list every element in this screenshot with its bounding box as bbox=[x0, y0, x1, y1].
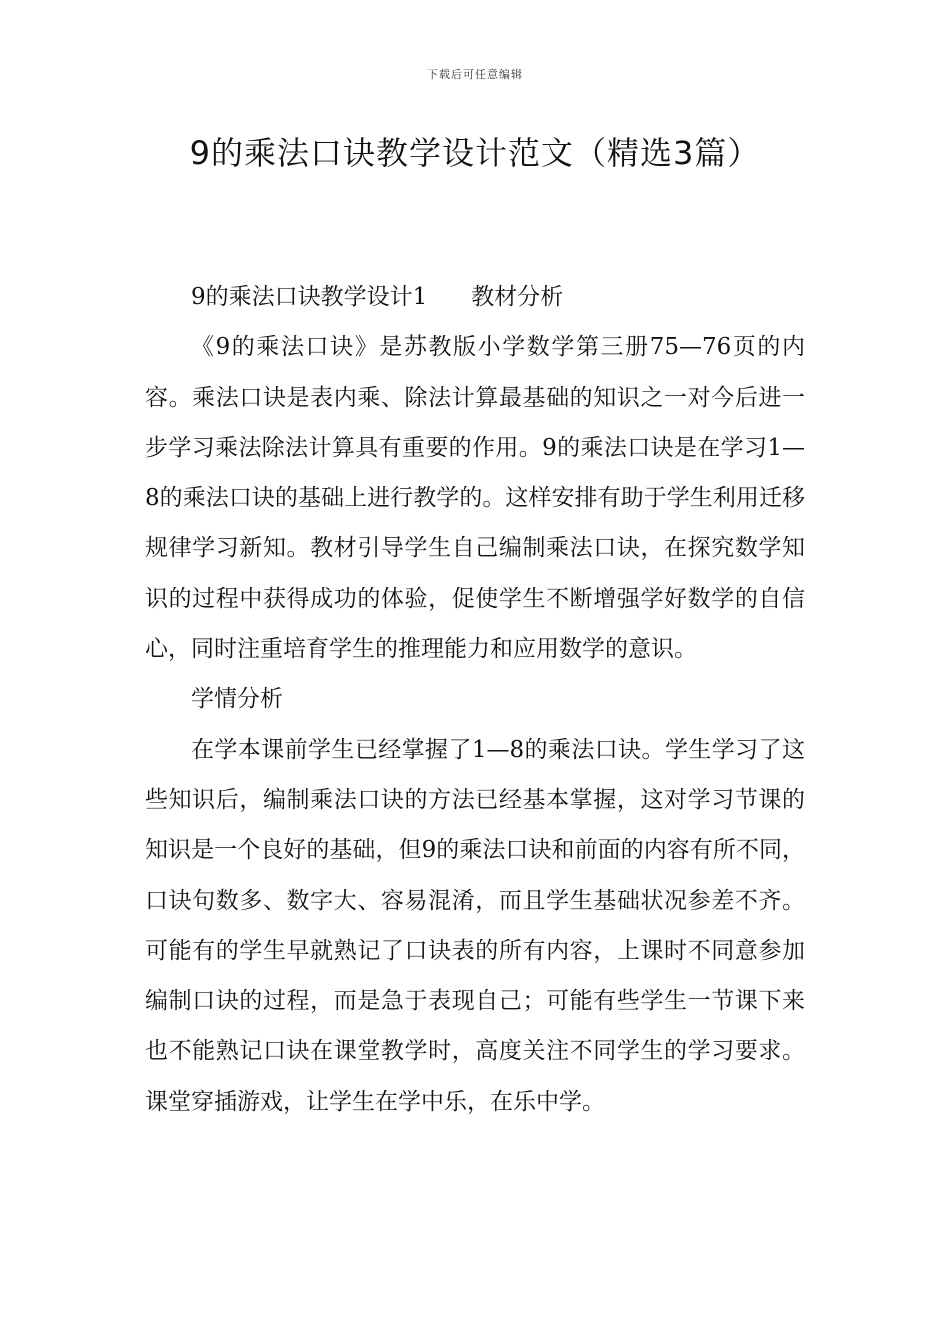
paragraph-material: 《9的乘法口诀》是苏教版小学数学第三册75—76页的内容。乘法口诀是表内乘、除法计算最基础的知识之一对今后进一步学习乘法除法计算具有重要的作用。9的乘法口诀是在学习1—8的乘法口诀的基础上进行教学的。这样安排有助于学生利用迁移规律学习新知。教材引导学生自己编制乘法口诀，在探究数学知识的过程中获得成功的体验，促使学生不断增强学好数学的自信心，同时注重培育学生的推理能力和应用数学的意识。 bbox=[145, 334, 805, 663]
document-body bbox=[145, 272, 805, 1127]
document-title: 9的乘法口诀教学设计范文（精选3篇） bbox=[189, 134, 761, 172]
section-heading-line bbox=[145, 272, 805, 322]
heading-material: 教材分析 bbox=[471, 284, 564, 310]
section1-title: 9的乘法口诀教学设计1 bbox=[191, 284, 428, 310]
paragraph-students: 在学本课前学生已经掌握了1—8的乘法口诀。学生学习了这些知识后，编制乘法口诀的方法已经基本掌握，这对学习节课的知识是一个良好的基础，但9的乘法口诀和前面的内容有所不同，口诀句数多、数字大、容易混淆，而且学生基础状况参差不齐。可能有的学生早就熟记了口诀表的所有内容，上课时不同意参加编制口诀的过程，而是急于表现自己；可能有些学生一节课下来也不能熟记口诀在课堂教学时，高度关注不同学生的学习要求。课堂穿插游戏，让学生在学中乐，在乐中学。 bbox=[145, 736, 805, 1115]
header-note: 下载后可任意编辑 bbox=[427, 68, 523, 81]
heading-students: 学情分析 bbox=[191, 686, 283, 713]
